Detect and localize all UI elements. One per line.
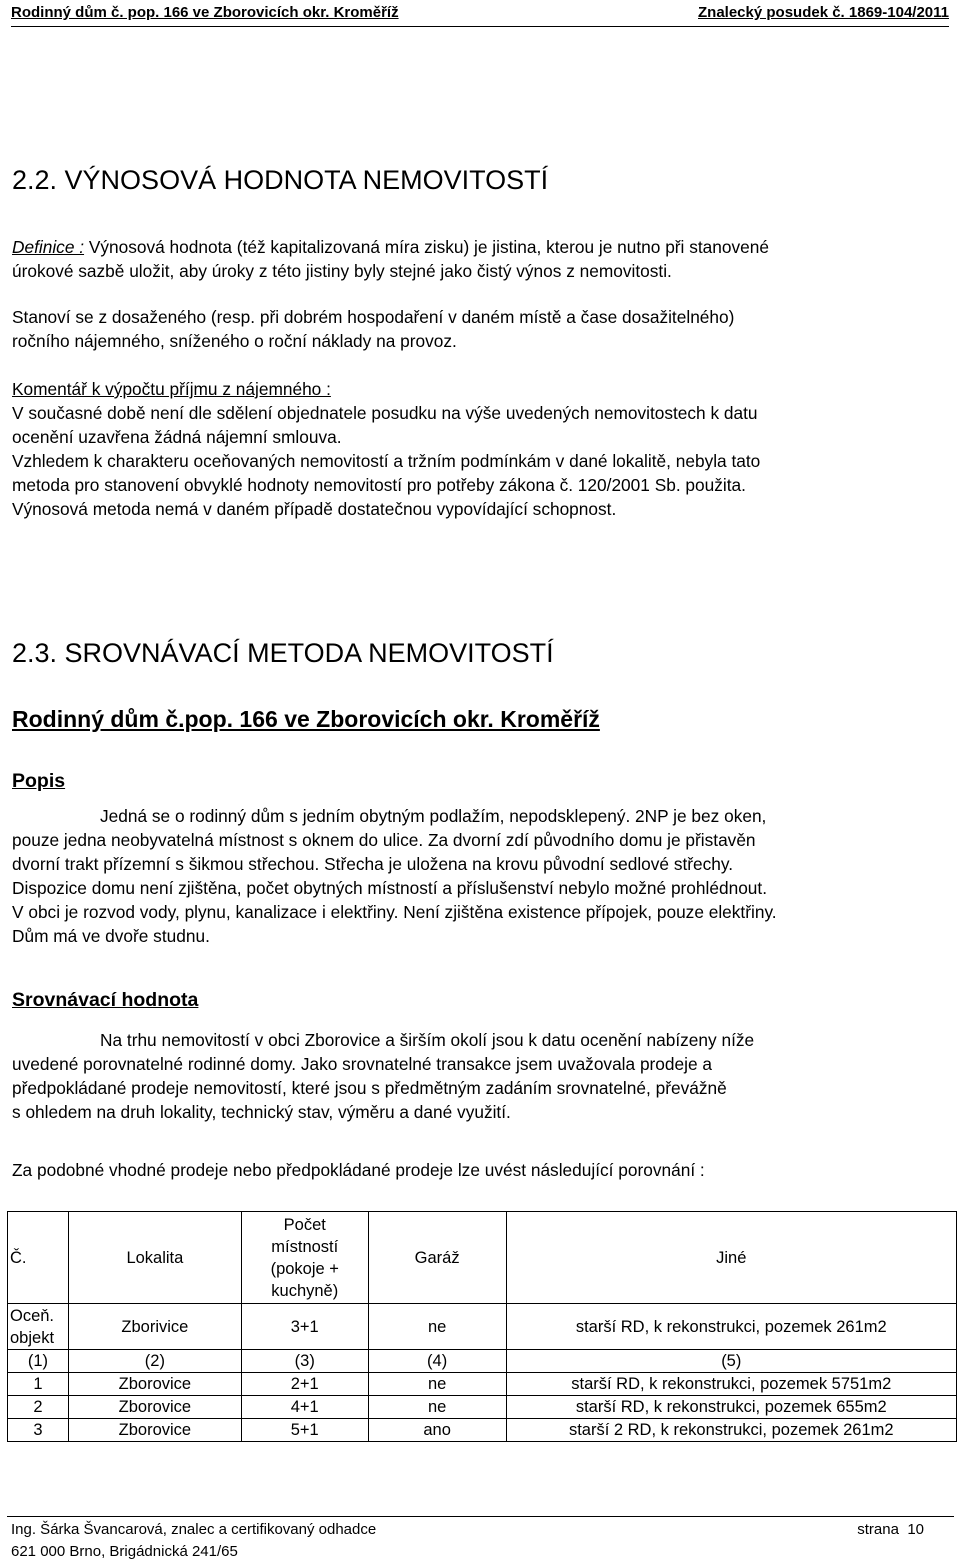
srov-line-2: uvedené porovnatelné rodinné domy. Jako srovnatelné transakce jsem uvažovala prodeje a <box>12 1054 712 1074</box>
header-garaz: Garáž <box>368 1212 506 1304</box>
comparison-intro: Za podobné vhodné prodeje nebo předpokládané prodeje lze uvést následující porovnání : <box>12 1160 705 1180</box>
section-2-3-title: 2.3. SROVNÁVACÍ METODA NEMOVITOSTÍ <box>12 638 554 668</box>
table-cell: ano <box>368 1419 506 1442</box>
header-lokalita: Lokalita <box>68 1212 241 1304</box>
komentar-line-1: V současné době není dle sdělení objednatele posudku na výše uvedených nemovitostech k datu <box>12 403 758 423</box>
komentar-paragraph <box>12 377 904 521</box>
popis-line-6: Dům má ve dvoře studnu. <box>12 926 210 946</box>
komentar-line-2: ocenění uzavřena žádná nájemní smlouva. <box>12 427 342 447</box>
section-2-3-subtitle: Rodinný dům č.pop. 166 ve Zborovicích okr. Kroměříž <box>12 706 600 732</box>
table-cell: starší RD, k rekonstrukci, pozemek 261m2 <box>506 1304 956 1350</box>
table-row <box>8 1373 957 1396</box>
table-row-ocen <box>8 1304 957 1350</box>
table-row <box>8 1396 957 1419</box>
header-pocet-line: Počet <box>283 1215 326 1234</box>
table-cell: starší RD, k rekonstrukci, pozemek 655m2 <box>506 1396 956 1419</box>
header-pocet-line: (pokoje + <box>270 1259 339 1278</box>
header-pocet-line: místností <box>271 1237 339 1256</box>
vzhledem-line-2: metoda pro stanovení obvyklé hodnoty nemovitostí pro potřeby zákona č. 120/2001 Sb. použita. <box>12 475 746 495</box>
srovnavaci-heading: Srovnávací hodnota <box>12 989 199 1011</box>
komentar-label: Komentář k výpočtu příjmu z nájemného : <box>12 379 331 399</box>
table-cell: (2) <box>68 1350 241 1373</box>
popis-line-5: V obci je rozvod vody, plynu, kanalizace i elektřiny. Není zjištěna existence přípojek, pouze elektřiny. <box>12 902 777 922</box>
header-left: Rodinný dům č. pop. 166 ve Zborovicích okr. Kroměříž <box>11 4 399 21</box>
table-cell: (4) <box>368 1350 506 1373</box>
footer-page <box>857 1521 924 1538</box>
header-pocet-mistnosti <box>241 1212 368 1304</box>
table-cell: starší RD, k rekonstrukci, pozemek 5751m2 <box>506 1373 956 1396</box>
table-cell: 3 <box>8 1419 69 1442</box>
table-cell: 1 <box>8 1373 69 1396</box>
ocen-label-line: objekt <box>10 1328 55 1347</box>
header-pocet-line: kuchyně) <box>271 1281 339 1300</box>
table-cell: ne <box>368 1373 506 1396</box>
table-cell: 2 <box>8 1396 69 1419</box>
footer-page-number: 10 <box>907 1521 924 1538</box>
table-cell: Zborovice <box>68 1419 241 1442</box>
stanovi-line-1: Stanoví se z dosaženého (resp. při dobrém hospodaření v daném místě a čase dosažitelného) <box>12 307 735 327</box>
table-cell: ne <box>368 1304 506 1350</box>
srovnavaci-paragraph <box>12 1028 948 1124</box>
definition-label: Definice : <box>12 237 85 257</box>
table-cell: Zborovice <box>68 1373 241 1396</box>
header-cislo: Č. <box>8 1212 69 1304</box>
footer-author: Ing. Šárka Švancarová, znalec a certifikovaný odhadce <box>11 1521 377 1538</box>
footer-page-label: strana <box>857 1521 899 1538</box>
definition-paragraph <box>12 235 904 283</box>
srov-line-3: předpokládané prodeje nemovitostí, které jsou s předmětným zadáním srovnatelné, převážně <box>12 1078 727 1098</box>
table-header-row <box>8 1212 957 1304</box>
popis-paragraph <box>12 804 948 948</box>
srov-line-4: s ohledem na druh lokality, technický stav, výměru a dané využití. <box>12 1102 511 1122</box>
definition-line-1: Výnosová hodnota (též kapitalizovaná míra zisku) je jistina, kterou je nutno při stanovené <box>84 237 769 257</box>
srov-line-1: Na trhu nemovitostí v obci Zborovice a širším okolí jsou k datu ocenění nabízeny níže <box>100 1030 755 1050</box>
page-header <box>11 0 949 27</box>
footer-divider <box>7 1516 954 1517</box>
popis-line-2: pouze jedna neobyvatelná místnost s oknem do ulice. Za dvorní zdí původního domu je přistavěn <box>12 830 756 850</box>
popis-line-3: dvorní trakt přízemní s šikmou střechou. Střecha je uložena na krovu původní sedlové střechy. <box>12 854 734 874</box>
table-cell: 3+1 <box>241 1304 368 1350</box>
definition-line-2: úrokové sazbě uložit, aby úroky z této jistiny byly stejné jako čistý výnos z nemovitosti. <box>12 261 672 281</box>
ocen-label-line: Oceň. <box>10 1306 55 1325</box>
table-cell: 5+1 <box>241 1419 368 1442</box>
table-row <box>8 1419 957 1442</box>
vzhledem-line-1: Vzhledem k charakteru oceňovaných nemovitostí a tržním podmínkám v dané lokalitě, nebyla tato <box>12 451 761 471</box>
table-cell: ne <box>368 1396 506 1419</box>
table-cell: (3) <box>241 1350 368 1373</box>
footer-address: 621 000 Brno, Brigádnická 241/65 <box>11 1543 238 1560</box>
vzhledem-line-3: Výnosová metoda nemá v daném případě dostatečnou vypovídající schopnost. <box>12 499 617 519</box>
popis-heading: Popis <box>12 770 66 792</box>
section-2-2-title: 2.2. VÝNOSOVÁ HODNOTA NEMOVITOSTÍ <box>12 165 549 195</box>
table-cell: Zborivice <box>68 1304 241 1350</box>
table-row-index <box>8 1350 957 1373</box>
popis-line-4: Dispozice domu není zjištěna, počet obytných místností a příslušenství nebylo možné prohlédnout. <box>12 878 768 898</box>
stanovi-paragraph <box>12 305 904 353</box>
header-right: Znalecký posudek č. 1869-104/2011 <box>698 4 949 21</box>
table-cell: 2+1 <box>241 1373 368 1396</box>
comparison-table <box>7 1211 957 1442</box>
table-cell: (5) <box>506 1350 956 1373</box>
table-cell: starší 2 RD, k rekonstrukci, pozemek 261m2 <box>506 1419 956 1442</box>
header-jine: Jiné <box>506 1212 956 1304</box>
popis-line-1: Jedná se o rodinný dům s jedním obytným podlažím, nepodsklepený. 2NP je bez oken, <box>100 806 767 826</box>
stanovi-line-2: ročního nájemného, sníženého o roční náklady na provoz. <box>12 331 457 351</box>
table-cell: Zborovice <box>68 1396 241 1419</box>
table-cell: (1) <box>8 1350 69 1373</box>
ocen-label <box>8 1304 69 1350</box>
table-cell: 4+1 <box>241 1396 368 1419</box>
